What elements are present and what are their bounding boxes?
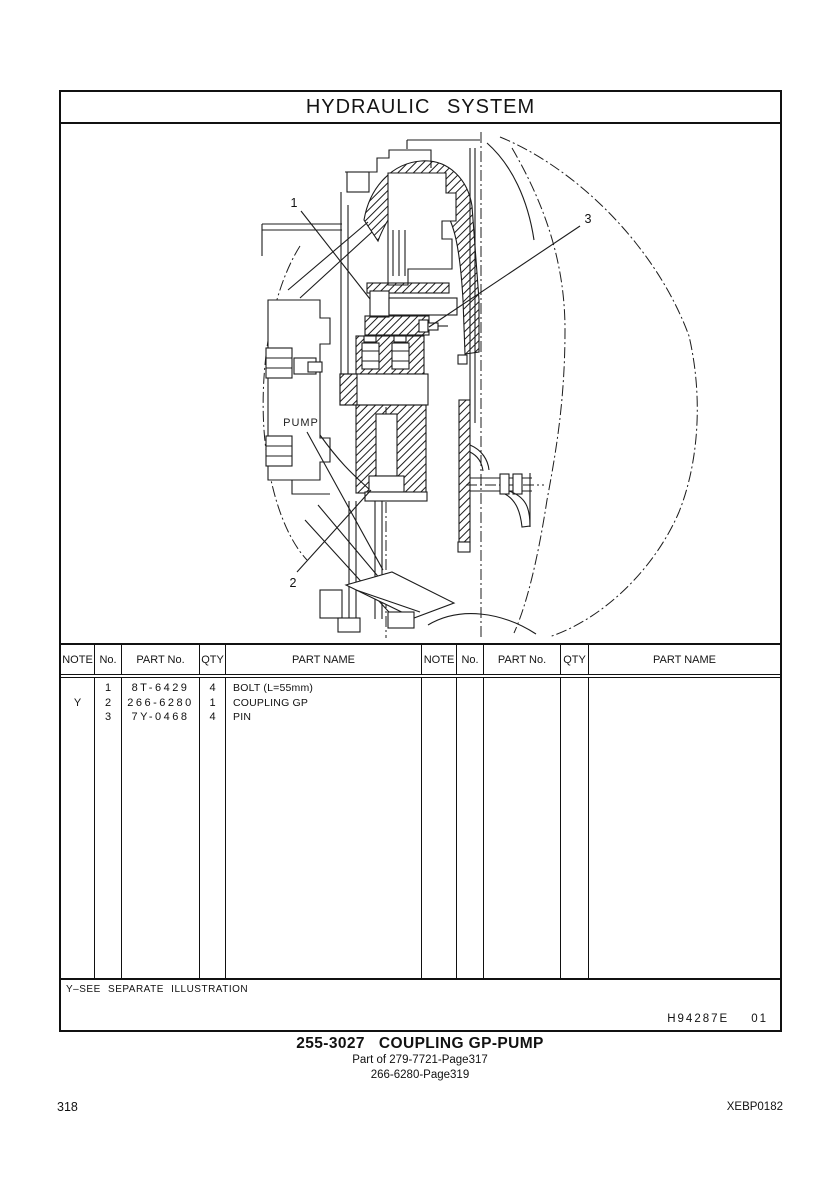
caption-part-of: Part of 279-7721-Page317 bbox=[352, 1054, 488, 1066]
parts-table-header bbox=[61, 645, 780, 678]
technical-drawing bbox=[61, 124, 780, 643]
title-bar bbox=[61, 92, 780, 124]
coupling-assembly bbox=[340, 283, 457, 501]
cell-qty: 4 bbox=[209, 682, 216, 694]
caption-part-number: 255-3027 bbox=[296, 1035, 365, 1052]
cell-no: 2 bbox=[104, 696, 112, 709]
pin-item-3 bbox=[419, 320, 428, 332]
callout-2: 2 bbox=[289, 576, 297, 590]
header-note-left: NOTE bbox=[61, 645, 95, 674]
header-note-right: NOTE bbox=[422, 645, 457, 674]
caption-part-name: COUPLING GP-PUMP bbox=[378, 1035, 544, 1052]
cell-note bbox=[61, 710, 94, 725]
cell-no: 3 bbox=[104, 711, 112, 724]
col-name-left bbox=[226, 678, 422, 980]
main-frame bbox=[59, 90, 782, 1032]
drawing-number: H94287E bbox=[667, 1013, 730, 1025]
callout-2-leader bbox=[297, 490, 371, 572]
col-note-left bbox=[61, 678, 95, 980]
cell-partno: 7Y-0468 bbox=[131, 711, 190, 724]
cell-note: Y bbox=[73, 696, 82, 709]
drawing-revision bbox=[667, 1013, 768, 1025]
page-number: 318 bbox=[57, 1100, 78, 1114]
parts-table bbox=[61, 643, 780, 978]
header-name-right: PART NAME bbox=[653, 653, 716, 666]
cell-partno: 266-6280 bbox=[127, 696, 194, 709]
page-title: HYDRAULIC SYSTEM bbox=[305, 95, 536, 118]
cell-qty: 4 bbox=[209, 711, 216, 724]
footnote: Y–SEE SEPARATE ILLUSTRATION bbox=[66, 984, 249, 995]
cell-name: COUPLING GP bbox=[233, 696, 309, 709]
col-no-left bbox=[95, 678, 122, 980]
col-note-right bbox=[422, 678, 457, 980]
caption-title bbox=[0, 1035, 840, 1053]
lower-shaft bbox=[305, 501, 536, 634]
callout-3: 3 bbox=[584, 212, 592, 226]
cell-note bbox=[61, 681, 94, 696]
pump-label: PUMP bbox=[283, 417, 319, 429]
callout-1: 1 bbox=[290, 196, 298, 210]
coupling-section-figure bbox=[61, 124, 780, 643]
caption-also-ref: 266-6280-Page319 bbox=[370, 1068, 470, 1081]
col-qty-left bbox=[200, 678, 226, 980]
col-no-right bbox=[457, 678, 484, 980]
header-no-left: No. bbox=[95, 645, 122, 674]
cell-no: 1 bbox=[104, 682, 112, 694]
cell-name: BOLT (L=55mm) bbox=[233, 682, 314, 694]
header-partno-left: PART No. bbox=[122, 645, 200, 674]
revision-number: 01 bbox=[751, 1013, 768, 1025]
parts-table-body bbox=[61, 678, 780, 980]
cell-name: PIN bbox=[233, 711, 252, 724]
housing-centerlines bbox=[263, 132, 697, 638]
col-qty-right bbox=[561, 678, 589, 980]
col-partno-left bbox=[122, 678, 200, 980]
table-footer bbox=[61, 978, 780, 1032]
header-partno-right: PART No. bbox=[484, 645, 561, 674]
header-qty-right: QTY bbox=[561, 645, 589, 674]
cell-partno: 8T-6429 bbox=[131, 682, 190, 694]
header-qty-left: QTY bbox=[200, 645, 226, 674]
bolt-item-1 bbox=[370, 291, 389, 317]
figure-caption bbox=[0, 1035, 840, 1082]
cell-qty: 1 bbox=[209, 696, 216, 709]
col-name-right bbox=[589, 678, 780, 980]
header-no-right: No. bbox=[457, 645, 484, 674]
header-name-left: PART NAME bbox=[226, 645, 422, 674]
document-code: XEBP0182 bbox=[726, 1101, 783, 1113]
col-partno-right bbox=[484, 678, 561, 980]
